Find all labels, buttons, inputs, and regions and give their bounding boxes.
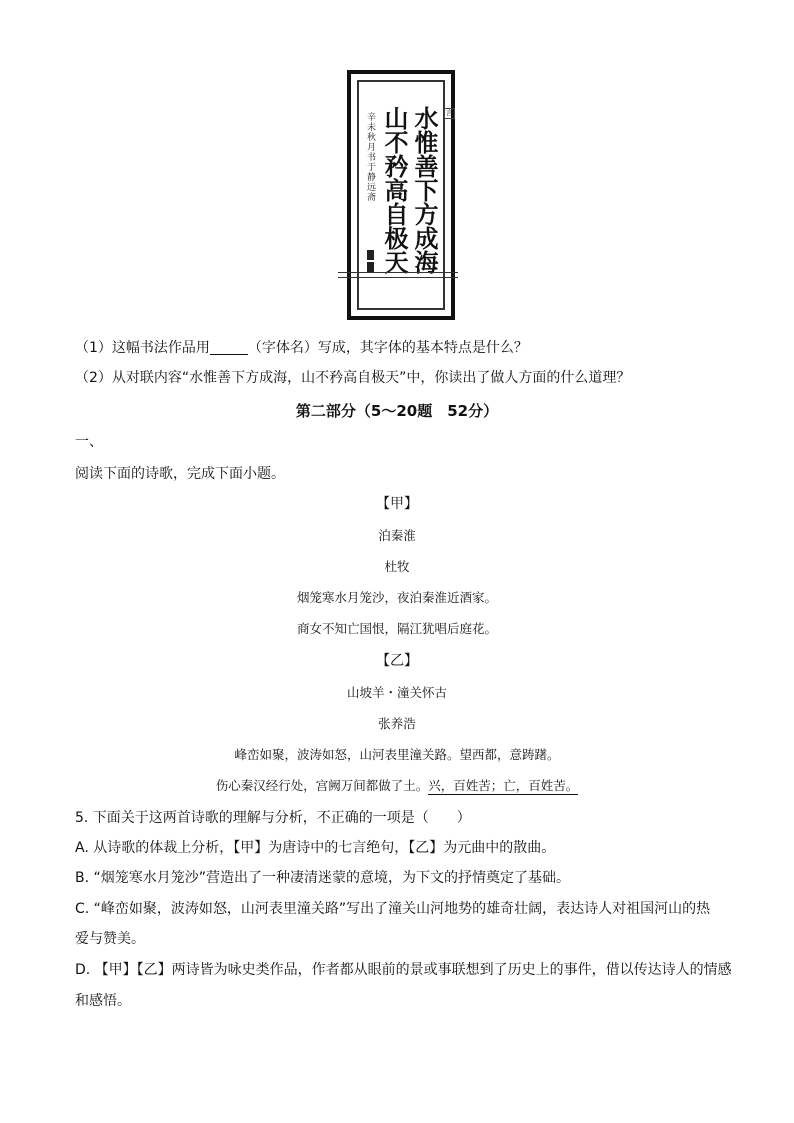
poem-jia-line-2: 商女不知亡国恨，隔江犹唱后庭花。 — [296, 621, 497, 636]
question-1-text-before: （1）这幅书法作品用 — [75, 340, 210, 356]
poem-jia-author: 杜牧 — [384, 559, 410, 574]
section-number: 一、 — [75, 434, 103, 450]
calligraphy-left-column: 山不矜高自极天 — [380, 106, 409, 274]
poem-jia-line-1: 烟笼寒水月笼沙，夜泊秦淮近酒家。 — [296, 590, 497, 605]
poem-jia-label: 【甲】 — [376, 496, 418, 512]
option-c-line-2: 爱与赞美。 — [75, 931, 145, 947]
question-2: （2）从对联内容“水惟善下方成海，山不矜高自极天”中，你读出了做人方面的什么道理？ — [75, 370, 631, 386]
poem-yi-title: 山坡羊・潼关怀古 — [346, 685, 447, 700]
scroll-rule-line — [338, 272, 458, 273]
calligraphy-right-column: 水惟善下方成海 — [410, 106, 439, 274]
reading-instruction: 阅读下面的诗歌，完成下面小题。 — [75, 466, 285, 482]
seal-mark-icon — [367, 250, 374, 260]
poem-yi-line-2-plain: 伤心秦汉经行处，宫阙万间都做了土。 — [215, 778, 429, 793]
poem-yi-author: 张养浩 — [378, 716, 416, 731]
option-a: A. 从诗歌的体裁上分析，【甲】为唐诗中的七言绝句，【乙】为元曲中的散曲。 — [75, 840, 556, 856]
poem-yi-line-2 — [0, 777, 794, 795]
option-d-line-1: D. 【甲】【乙】两诗皆为咏史类作品，作者都从眼前的景或事联想到了历史上的事件，借以传达诗人的情感 — [75, 962, 732, 978]
fill-in-blank[interactable] — [210, 340, 248, 355]
poem-yi-line-2-underlined: 兴，百姓苦；亡，百姓苦。 — [428, 778, 579, 793]
calligraphy-signature: 辛未秋月书于静远斋 — [365, 112, 375, 202]
poem-yi-line-1: 峰峦如聚，波涛如怒，山河表里潼关路。望西都，意踌躇。 — [234, 747, 560, 762]
option-d-line-2: 和感悟。 — [75, 993, 131, 1009]
section-title: 第二部分（5～20题 52分） — [295, 402, 499, 420]
poem-jia-title: 泊秦淮 — [378, 528, 416, 543]
option-b: B. “烟笼寒水月笼沙”营造出了一种凄清迷蒙的意境，为下文的抒情奠定了基础。 — [75, 870, 571, 886]
question-1-text-after: （字体名）写成，其字体的基本特点是什么？ — [247, 340, 528, 356]
seal-stamp: 言 — [446, 109, 453, 117]
scroll-rule-line — [338, 277, 458, 278]
option-c-line-1: C. “峰峦如聚，波涛如怒，山河表里潼关路”写出了潼关山河地势的雄奇壮阔，表达诗人对祖国河山的热 — [75, 901, 711, 917]
seal-mark-icon — [367, 262, 374, 272]
question-5-stem: 5. 下面关于这两首诗歌的理解与分析，不正确的一项是（ ） — [75, 810, 471, 826]
question-1 — [75, 338, 528, 358]
calligraphy-scroll — [347, 70, 455, 320]
poem-yi-label: 【乙】 — [376, 653, 418, 669]
scroll-inner-frame — [357, 80, 453, 310]
